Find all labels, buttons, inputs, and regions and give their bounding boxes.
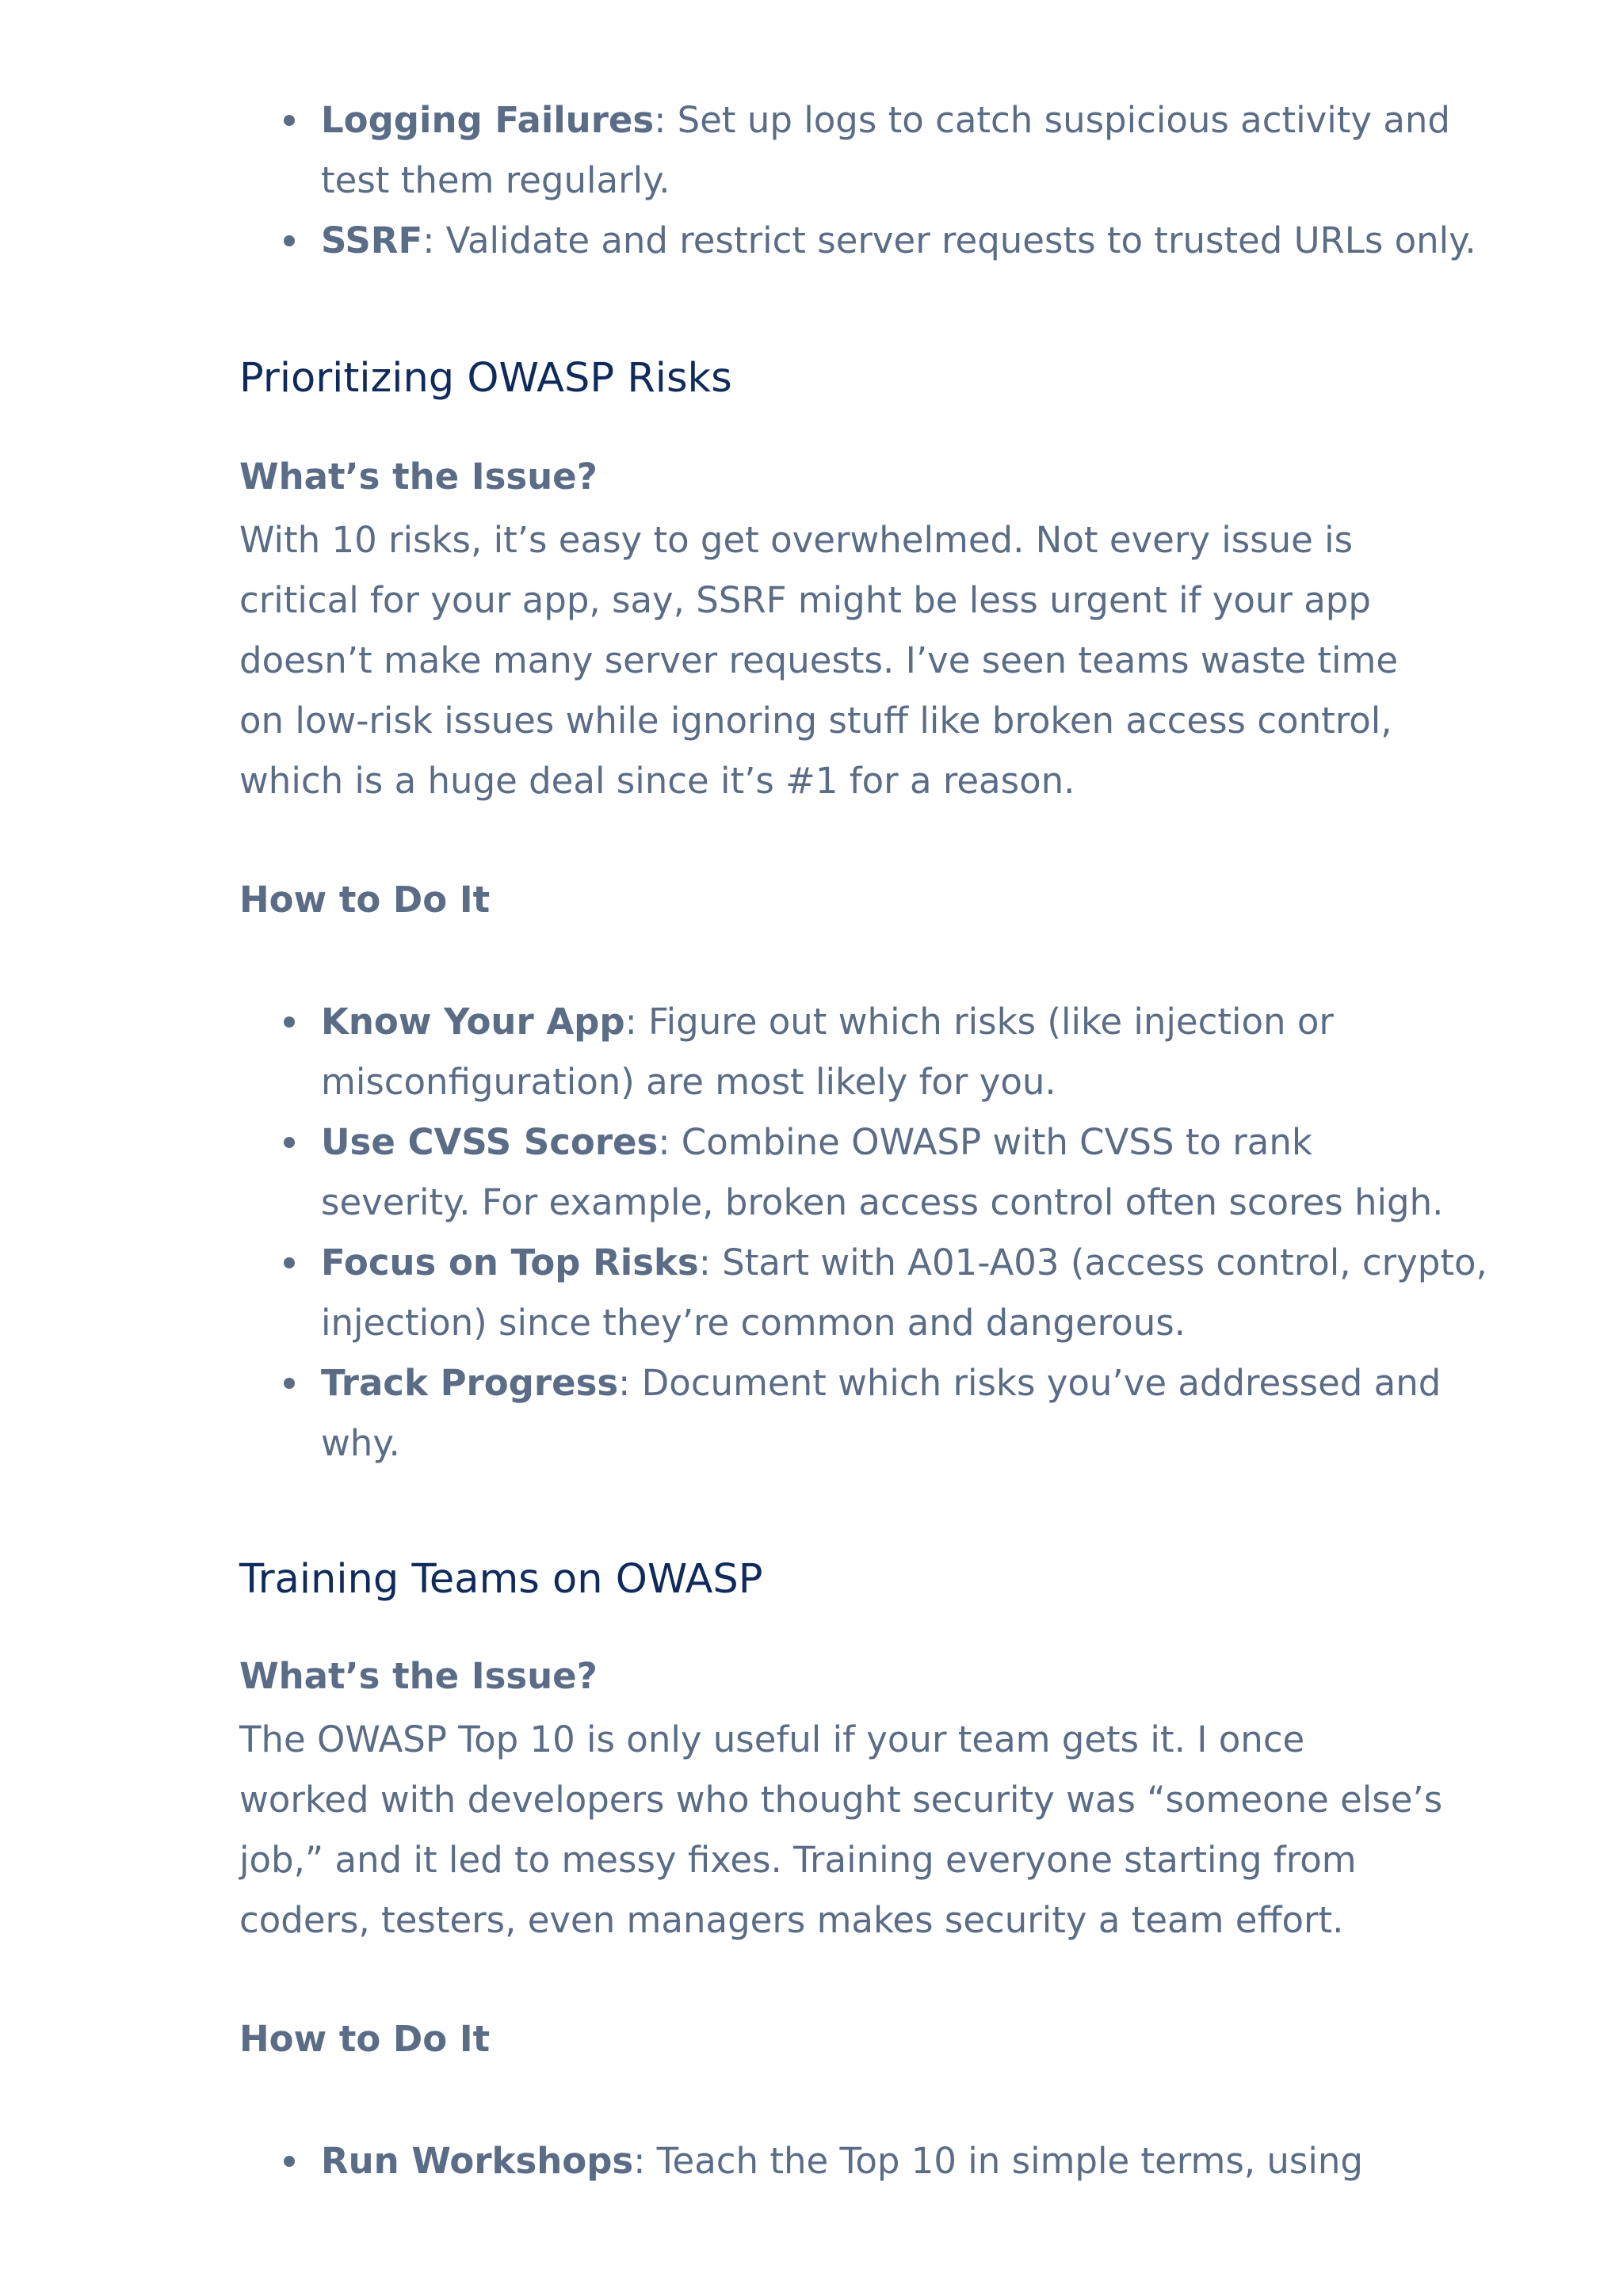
- list-item-term: Track Progress: [321, 1362, 619, 1404]
- list-item-text: : Validate and restrict server requests to trusted URLs only.: [422, 219, 1476, 261]
- list-item: [239, 1353, 1462, 1474]
- list-item-term: Use CVSS Scores: [321, 1121, 659, 1163]
- list-item-text: : Document which risks you’ve addressed and why.: [321, 1362, 1442, 1464]
- section-heading-training: Training Teams on OWASP: [239, 1556, 763, 1603]
- list-item-text: : Figure out which risks (like injection or misconfiguration) are most likely for you.: [321, 1001, 1334, 1103]
- issue-label: What’s the Issue?: [239, 456, 598, 498]
- list-item-term: Know Your App: [321, 1001, 625, 1043]
- list-item-term: Logging Failures: [321, 99, 655, 141]
- bullet-icon: [284, 235, 295, 246]
- howto-label: How to Do It: [239, 2018, 491, 2060]
- top-bullet-list: [239, 90, 1476, 271]
- bullet-icon: [284, 115, 295, 126]
- bullet-icon: [284, 2156, 295, 2167]
- howto-label: How to Do It: [239, 879, 491, 921]
- list-item-text: : Combine OWASP with CVSS to rank severity. For example, broken access control often scores high.: [321, 1121, 1444, 1223]
- list-item: [239, 1233, 1502, 1353]
- list-item-text: : Set up logs to catch suspicious activity and test them regularly.: [321, 99, 1450, 201]
- howto-bullet-list: [239, 992, 1487, 1474]
- section-heading-prioritizing: Prioritizing OWASP Risks: [239, 355, 732, 402]
- list-item: [239, 90, 1470, 211]
- list-item: [239, 2131, 1462, 2191]
- list-item-term: Focus on Top Risks: [321, 1241, 699, 1283]
- list-item: [239, 992, 1415, 1112]
- howto-bullet-list: [239, 2131, 1444, 2191]
- issue-paragraph: The OWASP Top 10 is only useful if your team gets it. I once worked with developers who thought security was “someone else’s job,” and it led to messy fixes. Training everyone starting from coders, testers, even managers makes security a team effort.: [239, 1718, 1443, 1941]
- issue-label: What’s the Issue?: [239, 1655, 598, 1697]
- list-item-text: : Start with A01-A03 (access control, crypto, injection) since they’re common and dangerous.: [321, 1241, 1487, 1344]
- bullet-icon: [284, 1137, 295, 1148]
- bullet-icon: [284, 1378, 295, 1389]
- bullet-icon: [284, 1257, 295, 1268]
- bullet-icon: [284, 1016, 295, 1028]
- issue-paragraph: With 10 risks, it’s easy to get overwhelmed. Not every issue is critical for your app, say, SSRF might be less urgent if your app doesn’t make many server requests. I’ve seen teams waste time on low-risk issues while ignoring stuff like broken access control, which is a huge deal since it’s #1 for a reason.: [239, 519, 1399, 802]
- list-item: [239, 211, 1526, 271]
- list-item-term: Run Workshops: [321, 2140, 634, 2182]
- list-item-text: : Teach the Top 10 in simple terms, using: [633, 2140, 1363, 2182]
- list-item: [239, 1112, 1462, 1233]
- list-item-term: SSRF: [321, 219, 423, 261]
